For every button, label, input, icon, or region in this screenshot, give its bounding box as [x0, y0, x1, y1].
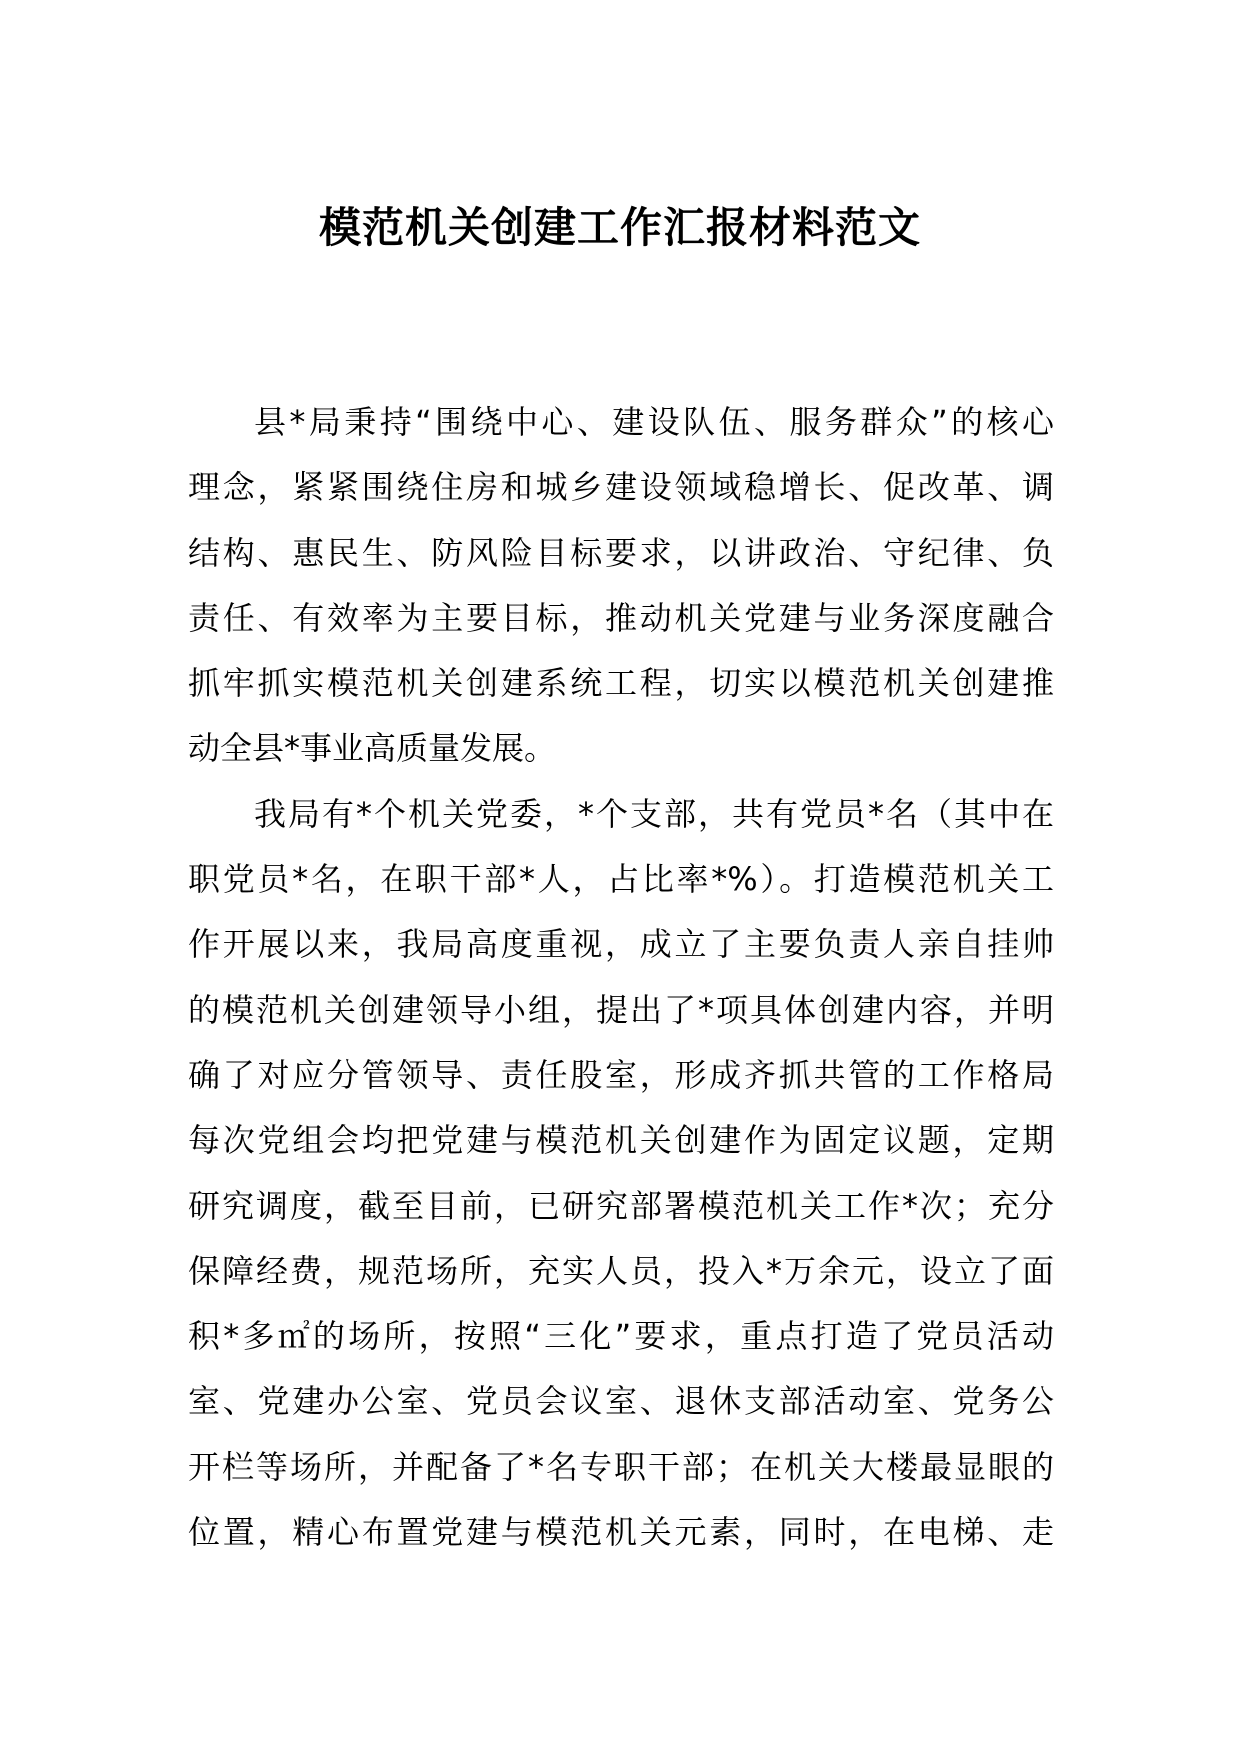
paragraph-1-line: 责任、有效率为主要目标，推动机关党建与业务深度融合 [188, 598, 1054, 637]
paragraph-2-line: 的模范机关创建领导小组，提出了*项具体创建内容，并明 [188, 990, 1054, 1029]
paragraph-2-line: 确了对应分管领导、责任股室，形成齐抓共管的工作格局 [188, 1055, 1054, 1094]
paragraph-1-line: 理念，紧紧围绕住房和城乡建设领域稳增长、促改革、调 [188, 468, 1054, 507]
document-body [188, 390, 1054, 1565]
paragraph-2-line: 作开展以来，我局高度重视，成立了主要负责人亲自挂帅 [188, 925, 1054, 964]
paragraph-2-line: 我局有*个机关党委，*个支部，共有党员*名（其中在 [254, 794, 1054, 833]
paragraph-1-line: 动全县*事业高质量发展。 [188, 729, 557, 768]
paragraph-2-line: 保障经费，规范场所，充实人员，投入*万余元，设立了面 [188, 1251, 1054, 1290]
paragraph-1-line: 结构、惠民生、防风险目标要求，以讲政治、守纪律、负 [188, 533, 1054, 572]
paragraph-2-line: 积*多㎡的场所，按照“三化”要求，重点打造了党员活动 [188, 1317, 1054, 1356]
paragraph-2-line: 职党员*名，在职干部*人，占比率*%）。打造模范机关工 [188, 860, 1054, 899]
paragraph-2-line: 位置，精心布置党建与模范机关元素，同时，在电梯、走 [188, 1513, 1054, 1552]
paragraph-2-line: 室、党建办公室、党员会议室、退休支部活动室、党务公 [188, 1382, 1054, 1421]
paragraph-2-line: 研究调度，截至目前，已研究部署模范机关工作*次；充分 [188, 1186, 1054, 1225]
paragraph-1-line: 抓牢抓实模范机关创建系统工程，切实以模范机关创建推 [188, 664, 1054, 703]
paragraph-2-line: 开栏等场所，并配备了*名专职干部；在机关大楼最显眼的 [188, 1447, 1054, 1486]
paragraph-1-line: 县*局秉持“围绕中心、建设队伍、服务群众”的核心 [254, 403, 1054, 441]
document-title: 模范机关创建工作汇报材料范文 [318, 203, 921, 252]
paragraph-2-line: 每次党组会均把党建与模范机关创建作为固定议题，定期 [188, 1121, 1054, 1160]
